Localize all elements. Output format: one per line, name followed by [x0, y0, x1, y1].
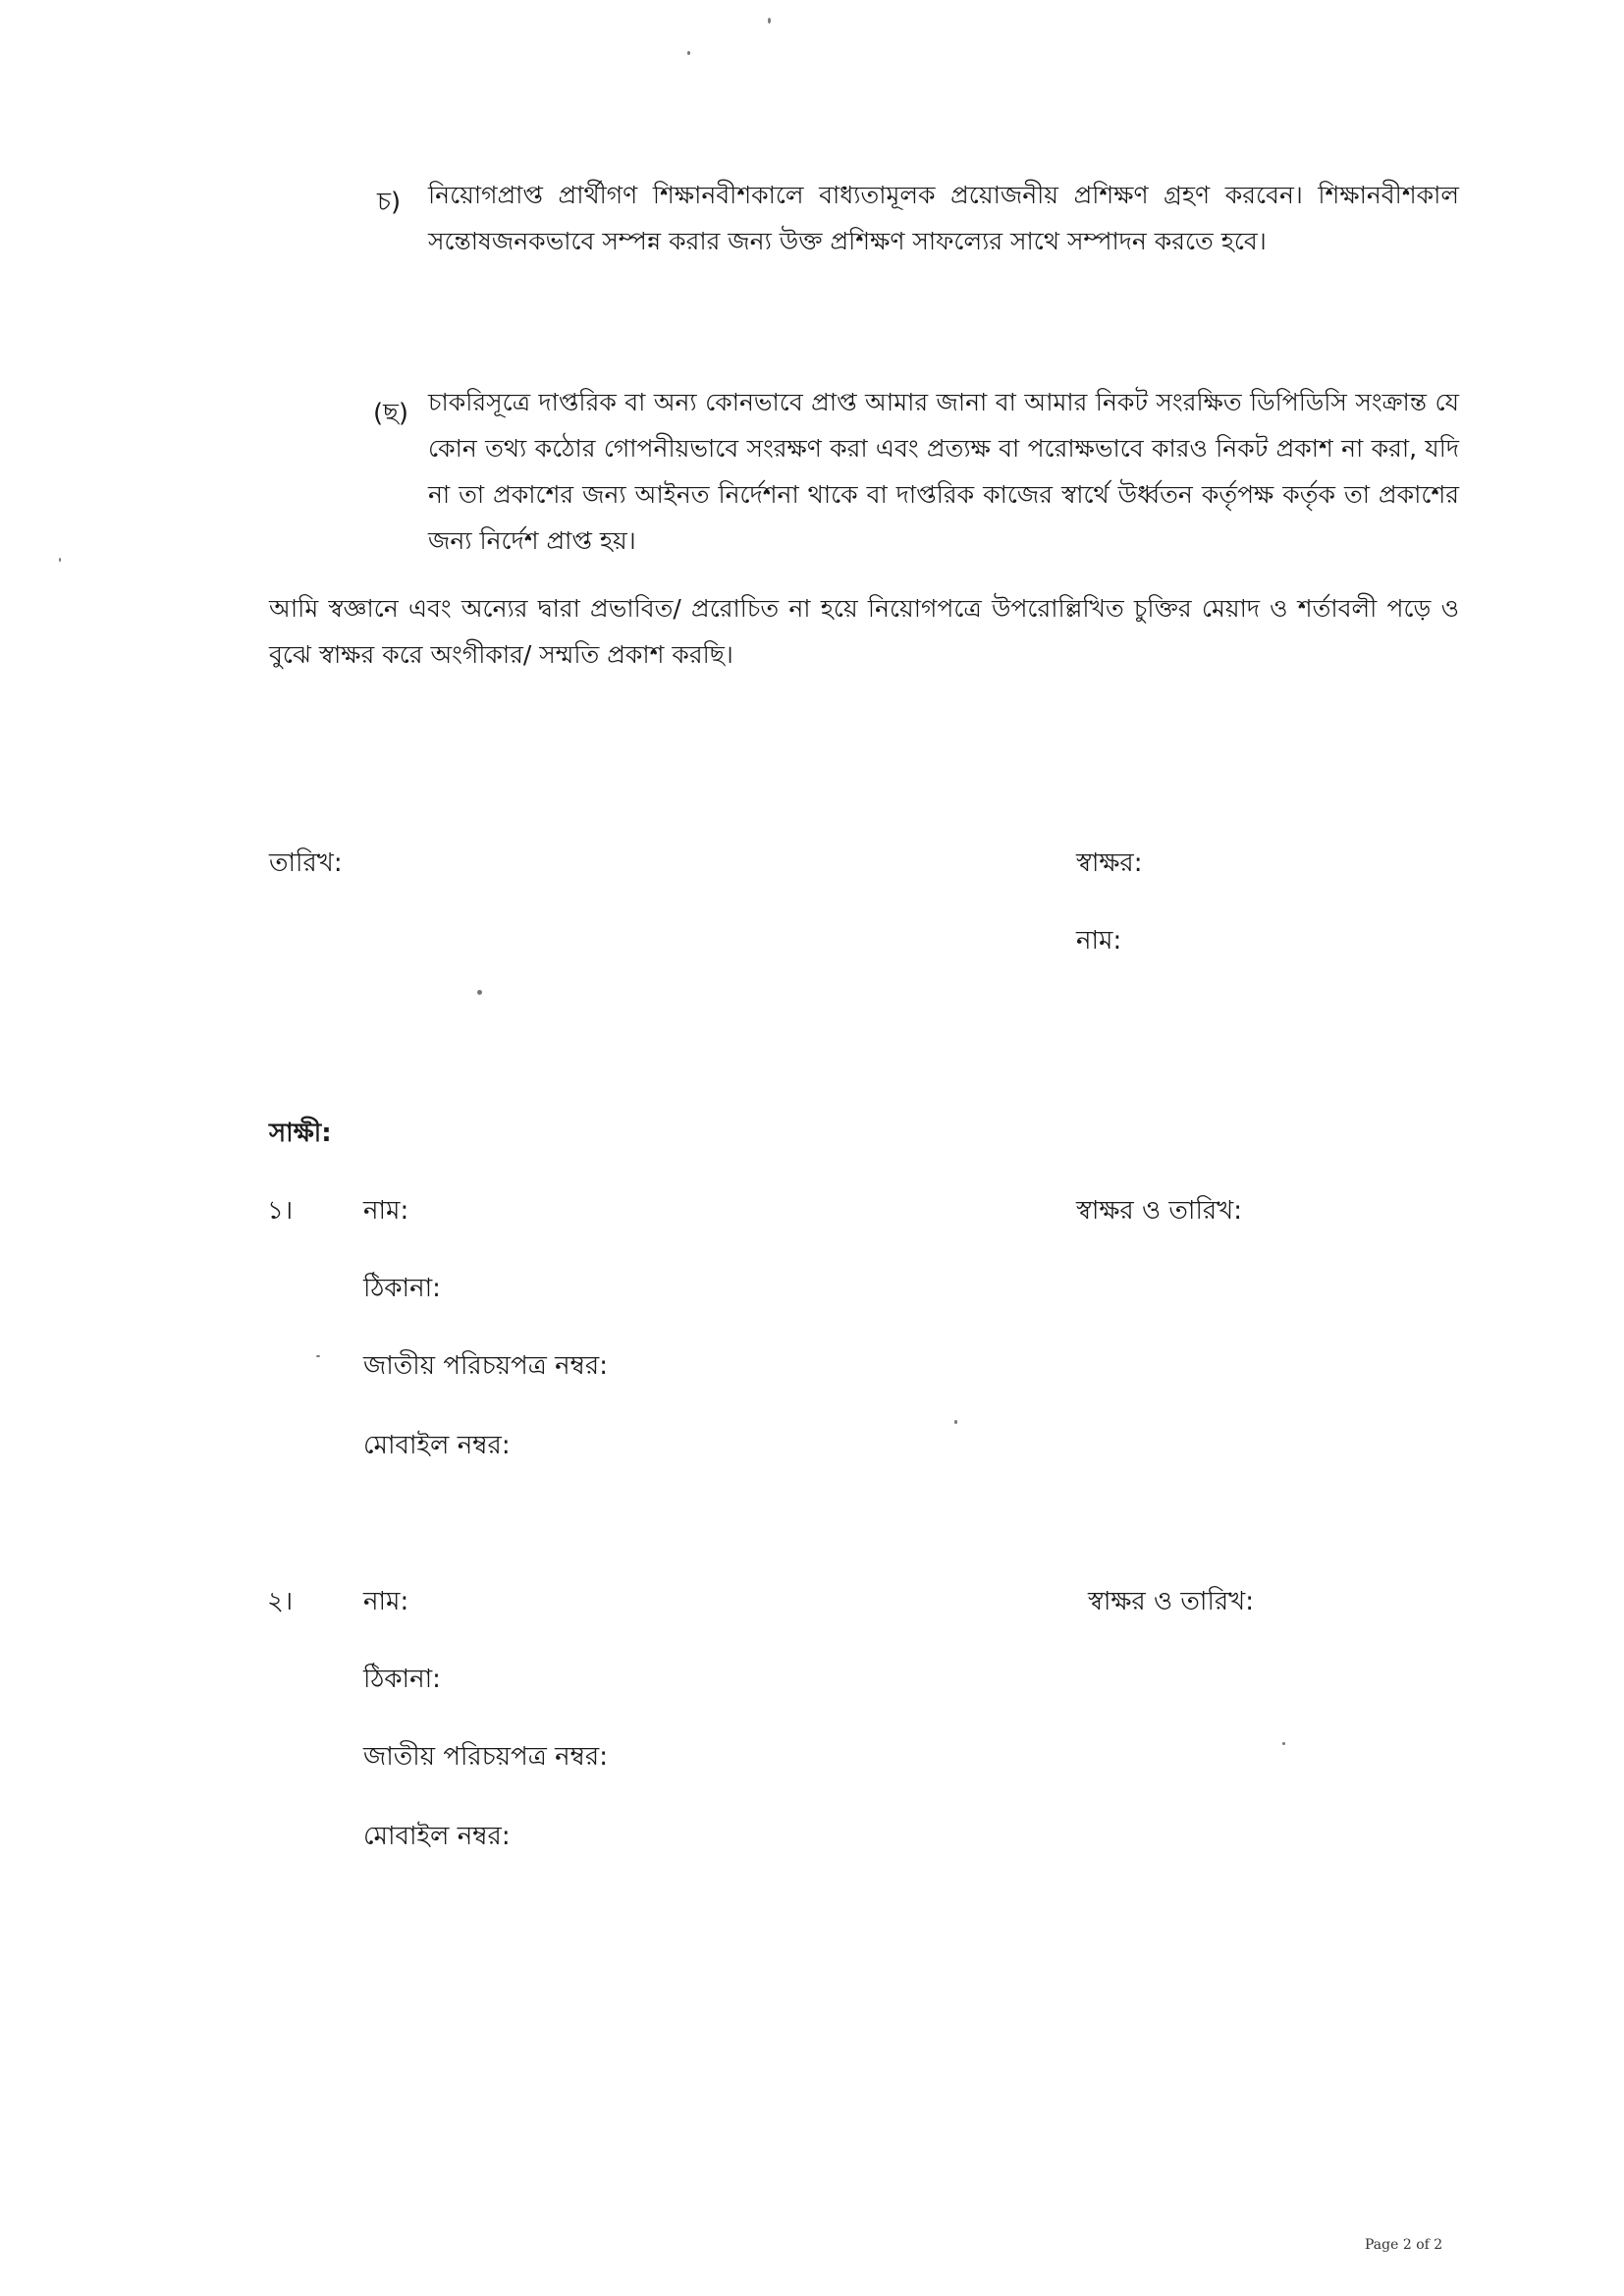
scan-speck — [316, 1355, 320, 1357]
clause-marker: চ) — [377, 188, 402, 217]
witness-sign-date-label: স্বাক্ষর ও তারিখ: — [1088, 1587, 1255, 1616]
declaration-text: আমি স্বজ্ঞানে এবং অন্যের দ্বারা প্রভাবিত/ প্ররোচিত না হয়ে নিয়োগপত্রে উপরোল্লিখিত চুক্তির মেয়াদ ও শর্তাবলী পড়ে ও বুঝে স্বাক্ষর করে অংগীকার/ সম্মতি প্রকাশ করছি। — [269, 594, 1459, 669]
witness-address-label: ঠিকানা: — [363, 1274, 441, 1303]
clause-text: চাকরিসূত্রে দাপ্তরিক বা অন্য কোনভাবে প্রাপ্ত আমার জানা বা আমার নিকট সংরক্ষিত ডিপিডিসি সংক্রান্ত যে কোন তথ্য কঠোর গোপনীয়ভাবে সংরক্ষণ করা এবং প্রত্যক্ষ বা পরোক্ষভাবে কারও নিকট প্রকাশ না করা, যদি না তা প্রকাশের জন্য আইনত নির্দেশনা থাকে বা দাপ্তরিক কাজের স্বার্থে উর্ধ্বতন কর্তৃপক্ষ কর্তৃক তা প্রকাশের জন্য নির্দেশ প্রাপ্ত হয়। — [428, 388, 1459, 555]
scan-speck — [768, 18, 771, 24]
page-number: Page 2 of 2 — [1365, 2237, 1443, 2253]
signature-label: স্বাক্ষর: — [1076, 848, 1143, 878]
clause-marker: (ছ) — [373, 399, 409, 428]
scan-speck — [1282, 1742, 1285, 1745]
name-label: নাম: — [1076, 926, 1122, 956]
witness-heading: সাক্ষী: — [269, 1119, 332, 1148]
witness-mobile-label: মোবাইল নম্বর: — [363, 1822, 511, 1851]
scan-speck — [477, 990, 482, 995]
witness-mobile-label: মোবাইল নম্বর: — [363, 1431, 511, 1460]
witness-nid-label: জাতীয় পরিচয়পত্র নম্বর: — [363, 1351, 608, 1381]
witness-number: ১। — [267, 1196, 294, 1226]
scan-speck — [954, 1420, 957, 1424]
scan-speck — [59, 558, 61, 562]
witness-sign-date-label: স্বাক্ষর ও তারিখ: — [1076, 1196, 1243, 1226]
witness-number: ২। — [267, 1587, 294, 1616]
witness-address-label: ঠিকানা: — [363, 1665, 441, 1694]
witness-nid-label: জাতীয় পরিচয়পত্র নম্বর: — [363, 1742, 608, 1772]
witness-name-label: নাম: — [363, 1196, 409, 1226]
witness-name-label: নাম: — [363, 1587, 409, 1616]
scan-speck — [687, 51, 690, 55]
date-label: তারিখ: — [269, 848, 343, 878]
clause-text: নিয়োগপ্রাপ্ত প্রার্থীগণ শিক্ষানবীশকালে বাধ্যতামূলক প্রয়োজনীয় প্রশিক্ষণ গ্রহণ করবেন। শিক্ষানবীশকাল সন্তোষজনকভাবে সম্পন্ন করার জন্য উক্ত প্রশিক্ষণ সাফল্যের সাথে সম্পাদন করতে হবে। — [428, 181, 1459, 255]
